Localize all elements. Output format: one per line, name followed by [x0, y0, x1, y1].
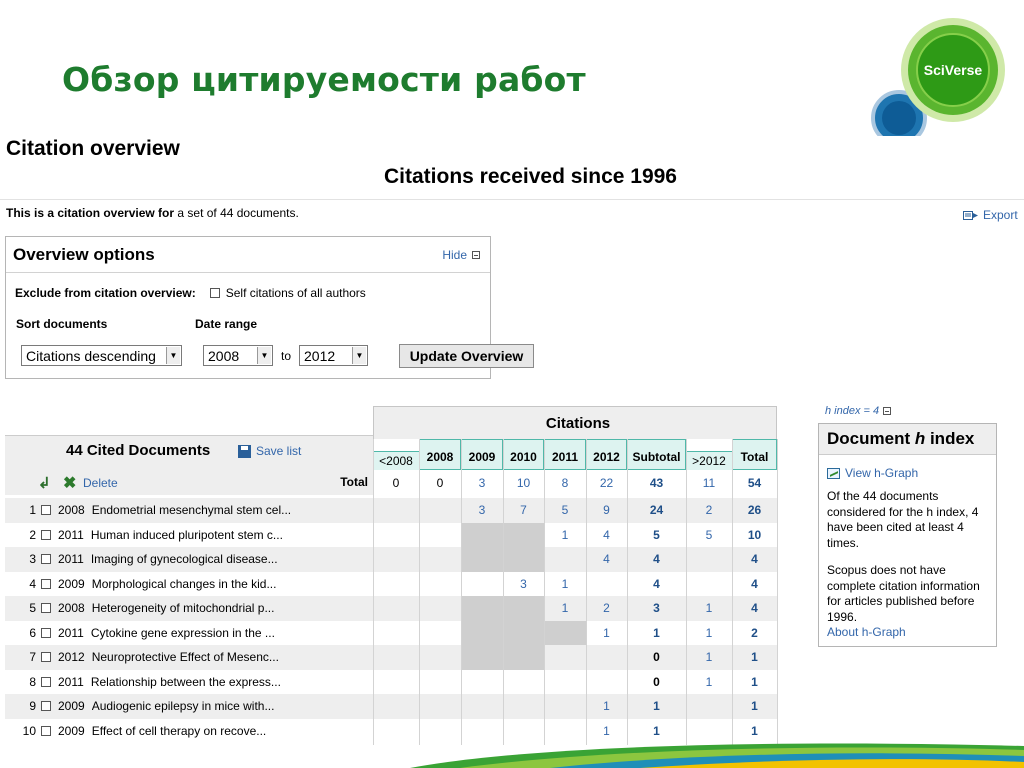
- column-header: 2010: [503, 439, 544, 470]
- row-number: 4: [29, 576, 36, 591]
- save-icon: [238, 445, 251, 458]
- collapse-icon: [472, 251, 480, 259]
- h-title-pre: Document: [827, 429, 915, 448]
- row-checkbox[interactable]: [41, 603, 51, 613]
- overview-options-panel: [5, 236, 524, 379]
- divider: [0, 199, 1024, 200]
- shaded-cell: [461, 523, 503, 548]
- intro-text: [6, 206, 299, 220]
- citation-row-bg: [373, 694, 777, 719]
- cited-documents-title: 44 Cited Documents: [66, 442, 211, 459]
- citation-cell[interactable]: 1: [603, 699, 610, 714]
- intro-bold: This is a citation overview for: [6, 206, 175, 220]
- column-header: 2011: [544, 439, 586, 470]
- decorative-swoosh: [380, 740, 1024, 768]
- row-number: 8: [29, 674, 36, 689]
- row-title-link[interactable]: Morphological changes in the kid...: [91, 576, 277, 591]
- document-row[interactable]: [5, 719, 373, 744]
- citation-cell[interactable]: 1: [751, 674, 758, 689]
- grid-line: [544, 439, 545, 745]
- row-year: 2009: [58, 723, 85, 738]
- citation-cell[interactable]: 1: [705, 601, 713, 616]
- total-cell[interactable]: 22: [599, 476, 614, 491]
- column-header: <2008: [373, 451, 419, 470]
- citation-cell[interactable]: 1: [751, 650, 758, 665]
- h-index-note: Scopus does not have complete citation information for articles published before 1996.: [827, 563, 980, 624]
- citation-cell[interactable]: 5: [561, 503, 569, 518]
- row-checkbox[interactable]: [41, 652, 51, 662]
- citation-cell[interactable]: 1: [751, 699, 758, 714]
- documents-header: [5, 435, 373, 495]
- hide-label: Hide: [442, 247, 467, 262]
- shaded-cell: [503, 523, 544, 548]
- export-icon: [963, 210, 979, 221]
- citation-cell[interactable]: 3: [653, 601, 660, 616]
- sort-select[interactable]: [21, 345, 182, 366]
- h-index-link-text: h index = 4: [825, 405, 880, 417]
- row-number: 7: [29, 650, 36, 665]
- shaded-cell: [461, 645, 503, 670]
- citation-cell[interactable]: 1: [561, 576, 569, 591]
- citation-cell[interactable]: 26: [747, 503, 762, 518]
- citation-cell[interactable]: 4: [751, 601, 758, 616]
- intro-rest: a set of 44 documents.: [174, 206, 299, 220]
- row-year: 2009: [58, 699, 85, 714]
- sort-label: Sort documents: [16, 317, 108, 331]
- view-h-graph-label: View h-Graph: [845, 466, 919, 480]
- row-number: 3: [29, 552, 36, 567]
- citations-title: Citations: [545, 414, 611, 432]
- grid-line: [503, 439, 504, 745]
- row-title-link[interactable]: Human induced pluripotent stem c...: [90, 527, 283, 542]
- h-title-post: index: [925, 429, 975, 448]
- document-row[interactable]: [5, 596, 373, 621]
- citation-cell[interactable]: 7: [520, 503, 527, 518]
- column-header: >2012: [686, 451, 732, 470]
- delete-link[interactable]: Delete: [83, 476, 118, 490]
- total-cell[interactable]: 10: [516, 476, 531, 491]
- column-header: Subtotal: [627, 439, 686, 470]
- grid-line: [686, 439, 687, 745]
- total-cell[interactable]: 54: [747, 476, 762, 491]
- citation-cell[interactable]: 2: [751, 625, 758, 640]
- citation-cell[interactable]: 3: [520, 576, 527, 591]
- citation-cell[interactable]: 1: [653, 625, 660, 640]
- row-year: 2012: [58, 650, 85, 665]
- exclude-label: Exclude from citation overview:: [15, 286, 196, 300]
- row-checkbox[interactable]: [41, 701, 51, 711]
- total-cell[interactable]: 11: [702, 476, 716, 491]
- citation-cell[interactable]: 1: [653, 699, 660, 714]
- row-number: 6: [29, 625, 36, 640]
- shaded-cell: [544, 621, 586, 646]
- row-title-link[interactable]: Cytokine gene expression in the ...: [90, 625, 275, 640]
- grid-line: [777, 439, 778, 745]
- date-from-value: 2008: [208, 347, 240, 364]
- row-number: 10: [22, 723, 36, 738]
- save-list-label: Save list: [256, 444, 302, 458]
- row-checkbox[interactable]: [41, 505, 51, 515]
- document-row[interactable]: [5, 547, 373, 572]
- document-row[interactable]: [5, 670, 373, 695]
- grid-line: [461, 439, 462, 745]
- page-heading: Citation overview: [6, 137, 180, 160]
- h-index-toggle[interactable]: [825, 405, 891, 417]
- row-title-link[interactable]: Effect of cell therapy on recove...: [91, 723, 267, 738]
- row-year: 2008: [58, 503, 85, 518]
- grid-line: [373, 439, 374, 745]
- citation-cell[interactable]: 1: [561, 601, 569, 616]
- citations-header: [373, 406, 777, 439]
- date-to-select[interactable]: [299, 345, 368, 366]
- row-checkbox[interactable]: [41, 726, 51, 736]
- delete-icon[interactable]: ✖: [63, 475, 77, 492]
- row-title-link[interactable]: Relationship between the express...: [90, 674, 281, 689]
- total-cell: 0: [436, 476, 444, 491]
- row-number: 9: [29, 699, 36, 714]
- view-h-graph-link[interactable]: [827, 466, 918, 480]
- hide-options-link[interactable]: [442, 248, 480, 262]
- citation-cell[interactable]: 2: [603, 601, 610, 616]
- shaded-cell: [503, 621, 544, 646]
- grid-line: [586, 439, 587, 745]
- grid-line: [732, 439, 733, 745]
- row-title-link[interactable]: Endometrial mesenchymal stem cel...: [91, 503, 292, 518]
- citation-cell[interactable]: 3: [478, 503, 486, 518]
- row-year: 2011: [58, 552, 84, 567]
- document-row[interactable]: [5, 498, 373, 523]
- sort-arrow-icon[interactable]: ↲: [38, 475, 51, 492]
- shaded-cell: [503, 547, 544, 572]
- logo-text: SciVerse: [923, 62, 983, 78]
- total-cell[interactable]: 8: [561, 476, 569, 491]
- row-checkbox[interactable]: [41, 677, 51, 687]
- citation-cell[interactable]: 4: [653, 576, 660, 591]
- collapse-icon: [883, 407, 891, 415]
- citation-cell[interactable]: 1: [561, 527, 569, 542]
- row-year: 2011: [58, 527, 84, 542]
- citation-cell[interactable]: 24: [649, 503, 664, 518]
- shaded-cell: [461, 621, 503, 646]
- row-number: 1: [29, 503, 36, 518]
- chevron-down-icon: ▼: [166, 347, 180, 364]
- graph-icon: [827, 468, 840, 479]
- shaded-cell: [461, 547, 503, 572]
- chevron-down-icon: ▼: [257, 347, 271, 364]
- row-checkbox[interactable]: [41, 628, 51, 638]
- save-list-link[interactable]: [238, 444, 301, 458]
- citation-cell[interactable]: 5: [653, 527, 660, 542]
- date-to-value: 2012: [304, 347, 336, 364]
- row-checkbox[interactable]: [41, 579, 51, 589]
- total-cell[interactable]: 3: [478, 476, 486, 491]
- row-title-link[interactable]: Neuroprotective Effect of Mesenc...: [91, 650, 279, 665]
- citation-cell[interactable]: 10: [747, 527, 762, 542]
- row-checkbox[interactable]: [41, 554, 51, 564]
- citation-cell[interactable]: 4: [751, 552, 758, 567]
- grid-line: [627, 439, 628, 745]
- sciverse-logo: [868, 18, 1008, 136]
- citation-cell: 0: [653, 674, 660, 689]
- citation-cell[interactable]: 4: [603, 527, 610, 542]
- self-citations-checkbox[interactable]: [210, 288, 220, 298]
- export-link[interactable]: [963, 208, 1018, 222]
- options-title: Overview options: [13, 244, 155, 264]
- column-header: 2008: [419, 439, 461, 470]
- citation-cell[interactable]: 1: [653, 723, 660, 738]
- citation-cell[interactable]: 1: [751, 723, 758, 738]
- citation-cell[interactable]: 1: [705, 650, 713, 665]
- citation-cell[interactable]: 1: [705, 674, 713, 689]
- shaded-cell: [461, 596, 503, 621]
- row-year: 2011: [58, 674, 84, 689]
- h-index-title: [819, 424, 996, 455]
- date-from-select[interactable]: [203, 345, 273, 366]
- row-year: 2008: [58, 601, 85, 616]
- to-label: to: [281, 349, 292, 363]
- citation-row-bg: [373, 547, 777, 572]
- row-number: 5: [29, 601, 36, 616]
- row-title-link[interactable]: Audiogenic epilepsy in mice with...: [91, 699, 275, 714]
- citation-cell[interactable]: 4: [751, 576, 758, 591]
- shaded-cell: [503, 645, 544, 670]
- document-row[interactable]: [5, 523, 373, 548]
- document-row[interactable]: [5, 694, 373, 719]
- date-range-label: Date range: [195, 317, 258, 331]
- column-header: 2012: [586, 439, 627, 470]
- h-title-h: h: [914, 429, 926, 448]
- row-title-link[interactable]: Imaging of gynecological disease...: [90, 552, 278, 567]
- document-row[interactable]: [5, 572, 373, 597]
- document-row[interactable]: [5, 621, 373, 646]
- chevron-down-icon: ▼: [352, 347, 366, 364]
- total-label: Total: [340, 475, 368, 489]
- citation-cell[interactable]: 1: [603, 625, 610, 640]
- export-label: Export: [983, 208, 1018, 222]
- citation-cell: 0: [653, 650, 660, 665]
- column-header: 2009: [461, 439, 503, 470]
- citation-cell[interactable]: 2: [705, 503, 713, 518]
- total-cell: 0: [392, 476, 400, 491]
- citation-cell[interactable]: 1: [603, 723, 610, 738]
- total-cell[interactable]: 43: [649, 476, 664, 491]
- citation-cell[interactable]: 4: [653, 552, 660, 567]
- row-title-link[interactable]: Heterogeneity of mitochondrial p...: [91, 601, 275, 616]
- citation-cell[interactable]: 9: [603, 503, 610, 518]
- row-year: 2011: [58, 625, 84, 640]
- citation-cell[interactable]: 5: [705, 527, 713, 542]
- citation-cell[interactable]: 4: [603, 552, 610, 567]
- row-checkbox[interactable]: [41, 530, 51, 540]
- self-citations-label: Self citations of all authors: [225, 286, 366, 300]
- page-subheading: Citations received since 1996: [384, 165, 677, 188]
- h-index-panel: [818, 423, 997, 647]
- about-h-graph-link[interactable]: About h-Graph: [827, 625, 906, 639]
- sort-select-value: Citations descending: [26, 347, 156, 364]
- row-year: 2009: [58, 576, 85, 591]
- row-number: 2: [29, 527, 36, 542]
- document-row[interactable]: [5, 645, 373, 670]
- shaded-cell: [503, 596, 544, 621]
- citation-cell[interactable]: 1: [705, 625, 713, 640]
- update-overview-button[interactable]: Update Overview: [399, 344, 534, 368]
- slide-title: Обзор цитируемости работ: [62, 60, 586, 99]
- column-header: Total: [732, 439, 777, 470]
- grid-line: [419, 439, 420, 745]
- h-index-description: Of the 44 documents considered for the h index, 4 have been cited at least 4 times.: [827, 489, 979, 550]
